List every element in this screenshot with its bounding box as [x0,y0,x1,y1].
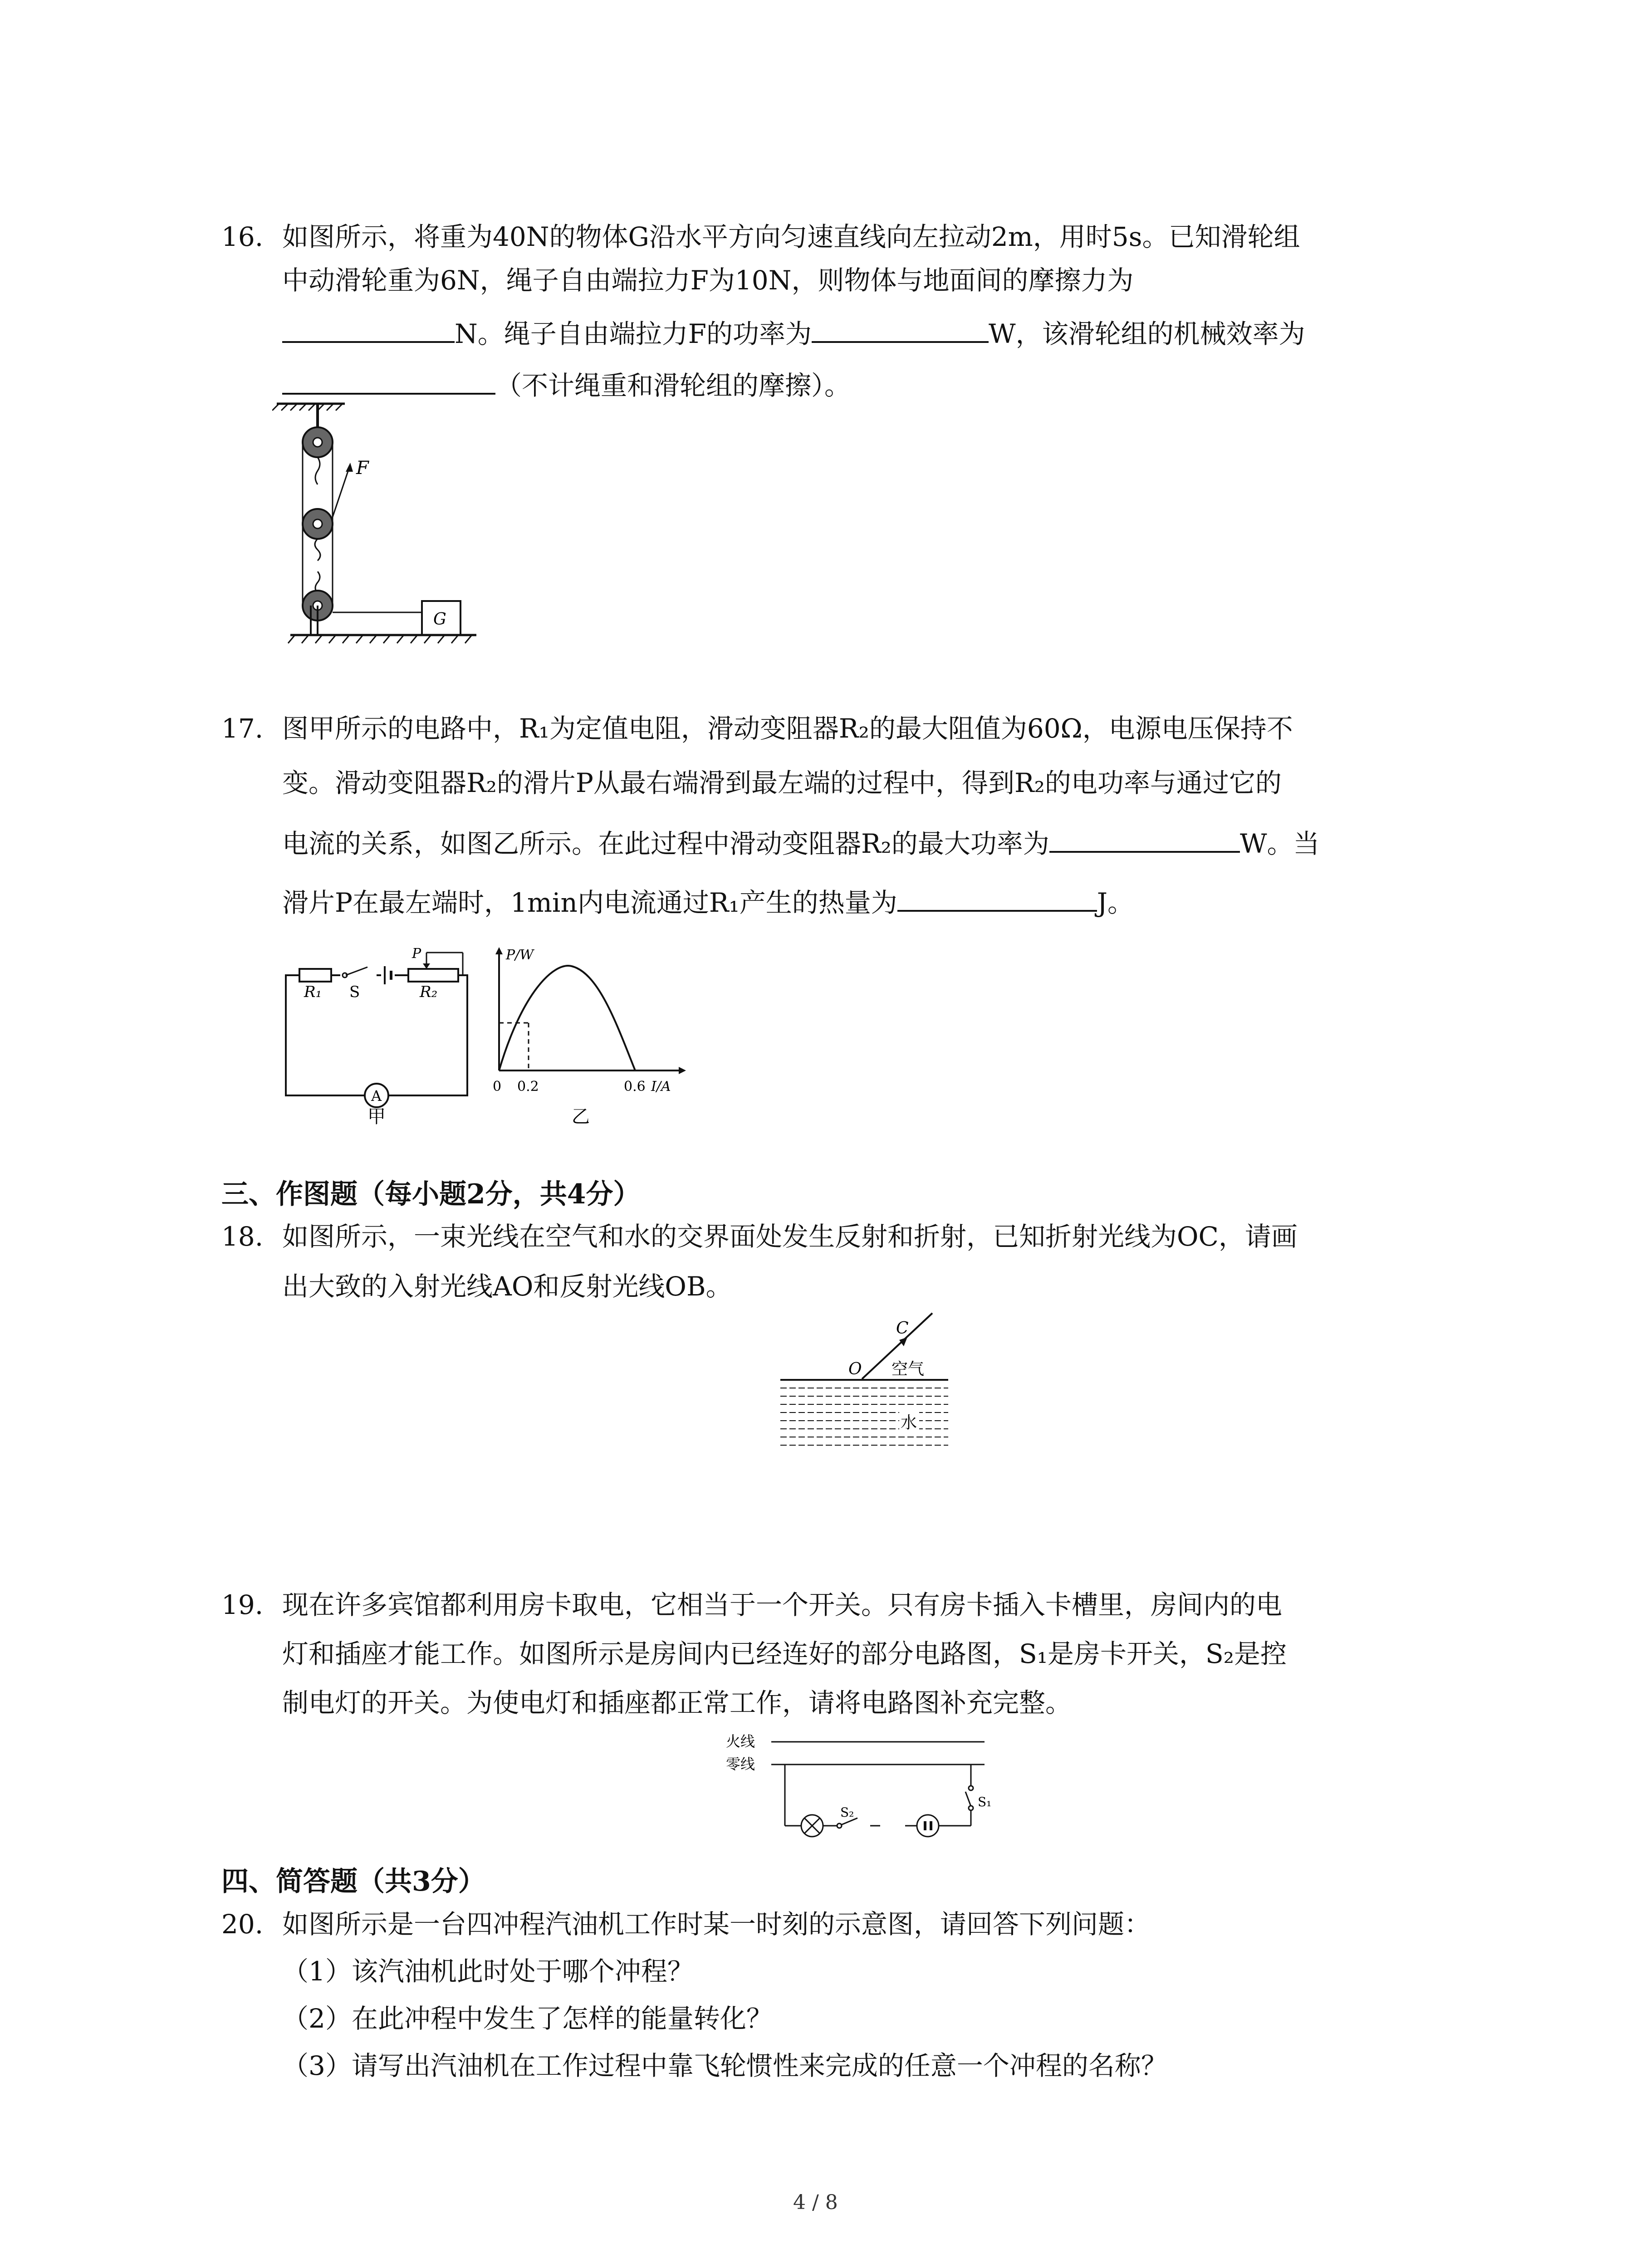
q17-yi-xlabel: I/A [651,1079,671,1095]
q16-blank-2[interactable] [812,316,989,343]
q16-line-3a: N。绳子自由端拉力F的功率为 [455,318,812,349]
q20-number: 20. [221,1909,264,1940]
q16-blank-3[interactable] [282,367,495,395]
q17-line-3b: W。当 [1239,828,1320,859]
q16-line-3 [282,316,1305,350]
q17-jia-s: S [349,983,360,1001]
q18-fig-o: O [848,1360,862,1378]
q18-fig-air: 空气 [892,1360,925,1378]
q17-graph-yi [481,934,699,1125]
q18-fig-c: C [896,1319,909,1338]
q19-number: 19. [221,1589,264,1620]
q19-line-3: 制电灯的开关。为使电灯和插座都正常工作，请将电路图补充完整。 [282,1687,1072,1718]
q20-sub-3: （3）请写出汽油机在工作过程中靠飞轮惯性来完成的任意一个冲程的名称？ [282,2050,1167,2081]
q17-blank-1[interactable] [1049,826,1240,853]
q17-jia-p: P [412,946,421,962]
q17-line-2: 变。滑动变阻器R₂的滑片P从最右端滑到最左端的过程中，得到R₂的电功率与通过它的 [282,767,1282,798]
q18-fig-water: 水 [901,1413,917,1432]
q16-pulley-figure [272,399,508,653]
section-3-title: 三、作图题（每小题2分，共4分） [221,1178,641,1210]
q17-jia-r1: R₁ [304,983,322,1001]
q19-fig-live: 火线 [726,1733,755,1750]
q18-line-2: 出大致的入射光线AO和反射光线OB。 [282,1271,732,1302]
q16-line-4 [282,367,851,402]
q17-blank-2[interactable] [897,885,1097,912]
q16-fig-f-label: F [356,458,369,479]
q17-line-1: 图甲所示的电路中，R₁为定值电阻，滑动变阻器R₂的最大阻值为60Ω，电源电压保持不 [282,713,1293,744]
section-4-title: 四、简答题（共3分） [221,1866,485,1897]
q17-jia-caption: 甲 [367,1106,386,1125]
q16-line-3b: W，该滑轮组的机械效率为 [989,318,1305,349]
q17-line-3a: 电流的关系，如图乙所示。在此过程中滑动变阻器R₂的最大功率为 [282,828,1049,859]
q19-fig-s2: S₂ [840,1805,854,1820]
q17-yi-t2: 0.6 [624,1079,646,1095]
q16-blank-1[interactable] [282,316,455,343]
q19-fig-s1: S₁ [978,1794,992,1809]
q17-circuit-jia [277,943,476,1125]
q20-sub-2: （2）在此冲程中发生了怎样的能量转化？ [282,2003,773,2034]
q19-circuit-figure [726,1728,1007,1842]
q19-fig-neutral: 零线 [726,1755,755,1773]
q17-yi-t0: 0 [493,1079,502,1095]
q19-line-2: 灯和插座才能工作。如图所示是房间内已经连好的部分电路图，S₁是房卡开关，S₂是控 [282,1638,1287,1669]
q18-line-1: 如图所示，一束光线在空气和水的交界面处发生反射和折射，已知折射光线为OC，请画 [282,1221,1298,1252]
q17-line-4 [282,885,1134,919]
q17-line-3 [282,826,1320,860]
q17-line-4b: J。 [1097,887,1134,918]
q16-line-4-text: （不计绳重和滑轮组的摩擦）。 [495,370,851,401]
q17-line-4a: 滑片P在最左端时，1min内电流通过R₁产生的热量为 [282,887,897,918]
q19-line-1: 现在许多宾馆都利用房卡取电，它相当于一个开关。只有房卡插入卡槽里，房间内的电 [282,1589,1283,1620]
q17-number: 17. [221,713,264,744]
page-number: 4 / 8 [793,2191,838,2214]
q17-yi-t1: 0.2 [517,1079,539,1095]
q16-line-2: 中动滑轮重为6N，绳子自由端拉力F为10N，则物体与地面间的摩擦力为 [282,265,1134,296]
q16-line-1: 如图所示，将重为40N的物体G沿水平方向匀速直线向左拉动2m，用时5s。已知滑轮组 [282,221,1300,252]
q20-line-1: 如图所示是一台四冲程汽油机工作时某一时刻的示意图，请回答下列问题： [282,1909,1151,1940]
q20-sub-1: （1）该汽油机此时处于哪个冲程？ [282,1956,694,1987]
q16-number: 16. [221,221,264,252]
q18-light-figure [780,1306,953,1456]
q17-yi-ylabel: P/W [506,947,534,963]
q16-fig-g-label: G [433,610,446,629]
q17-jia-r2: R₂ [420,983,438,1001]
q18-number: 18. [221,1221,264,1252]
q17-jia-a: A [371,1087,382,1105]
q17-yi-caption: 乙 [572,1106,590,1125]
